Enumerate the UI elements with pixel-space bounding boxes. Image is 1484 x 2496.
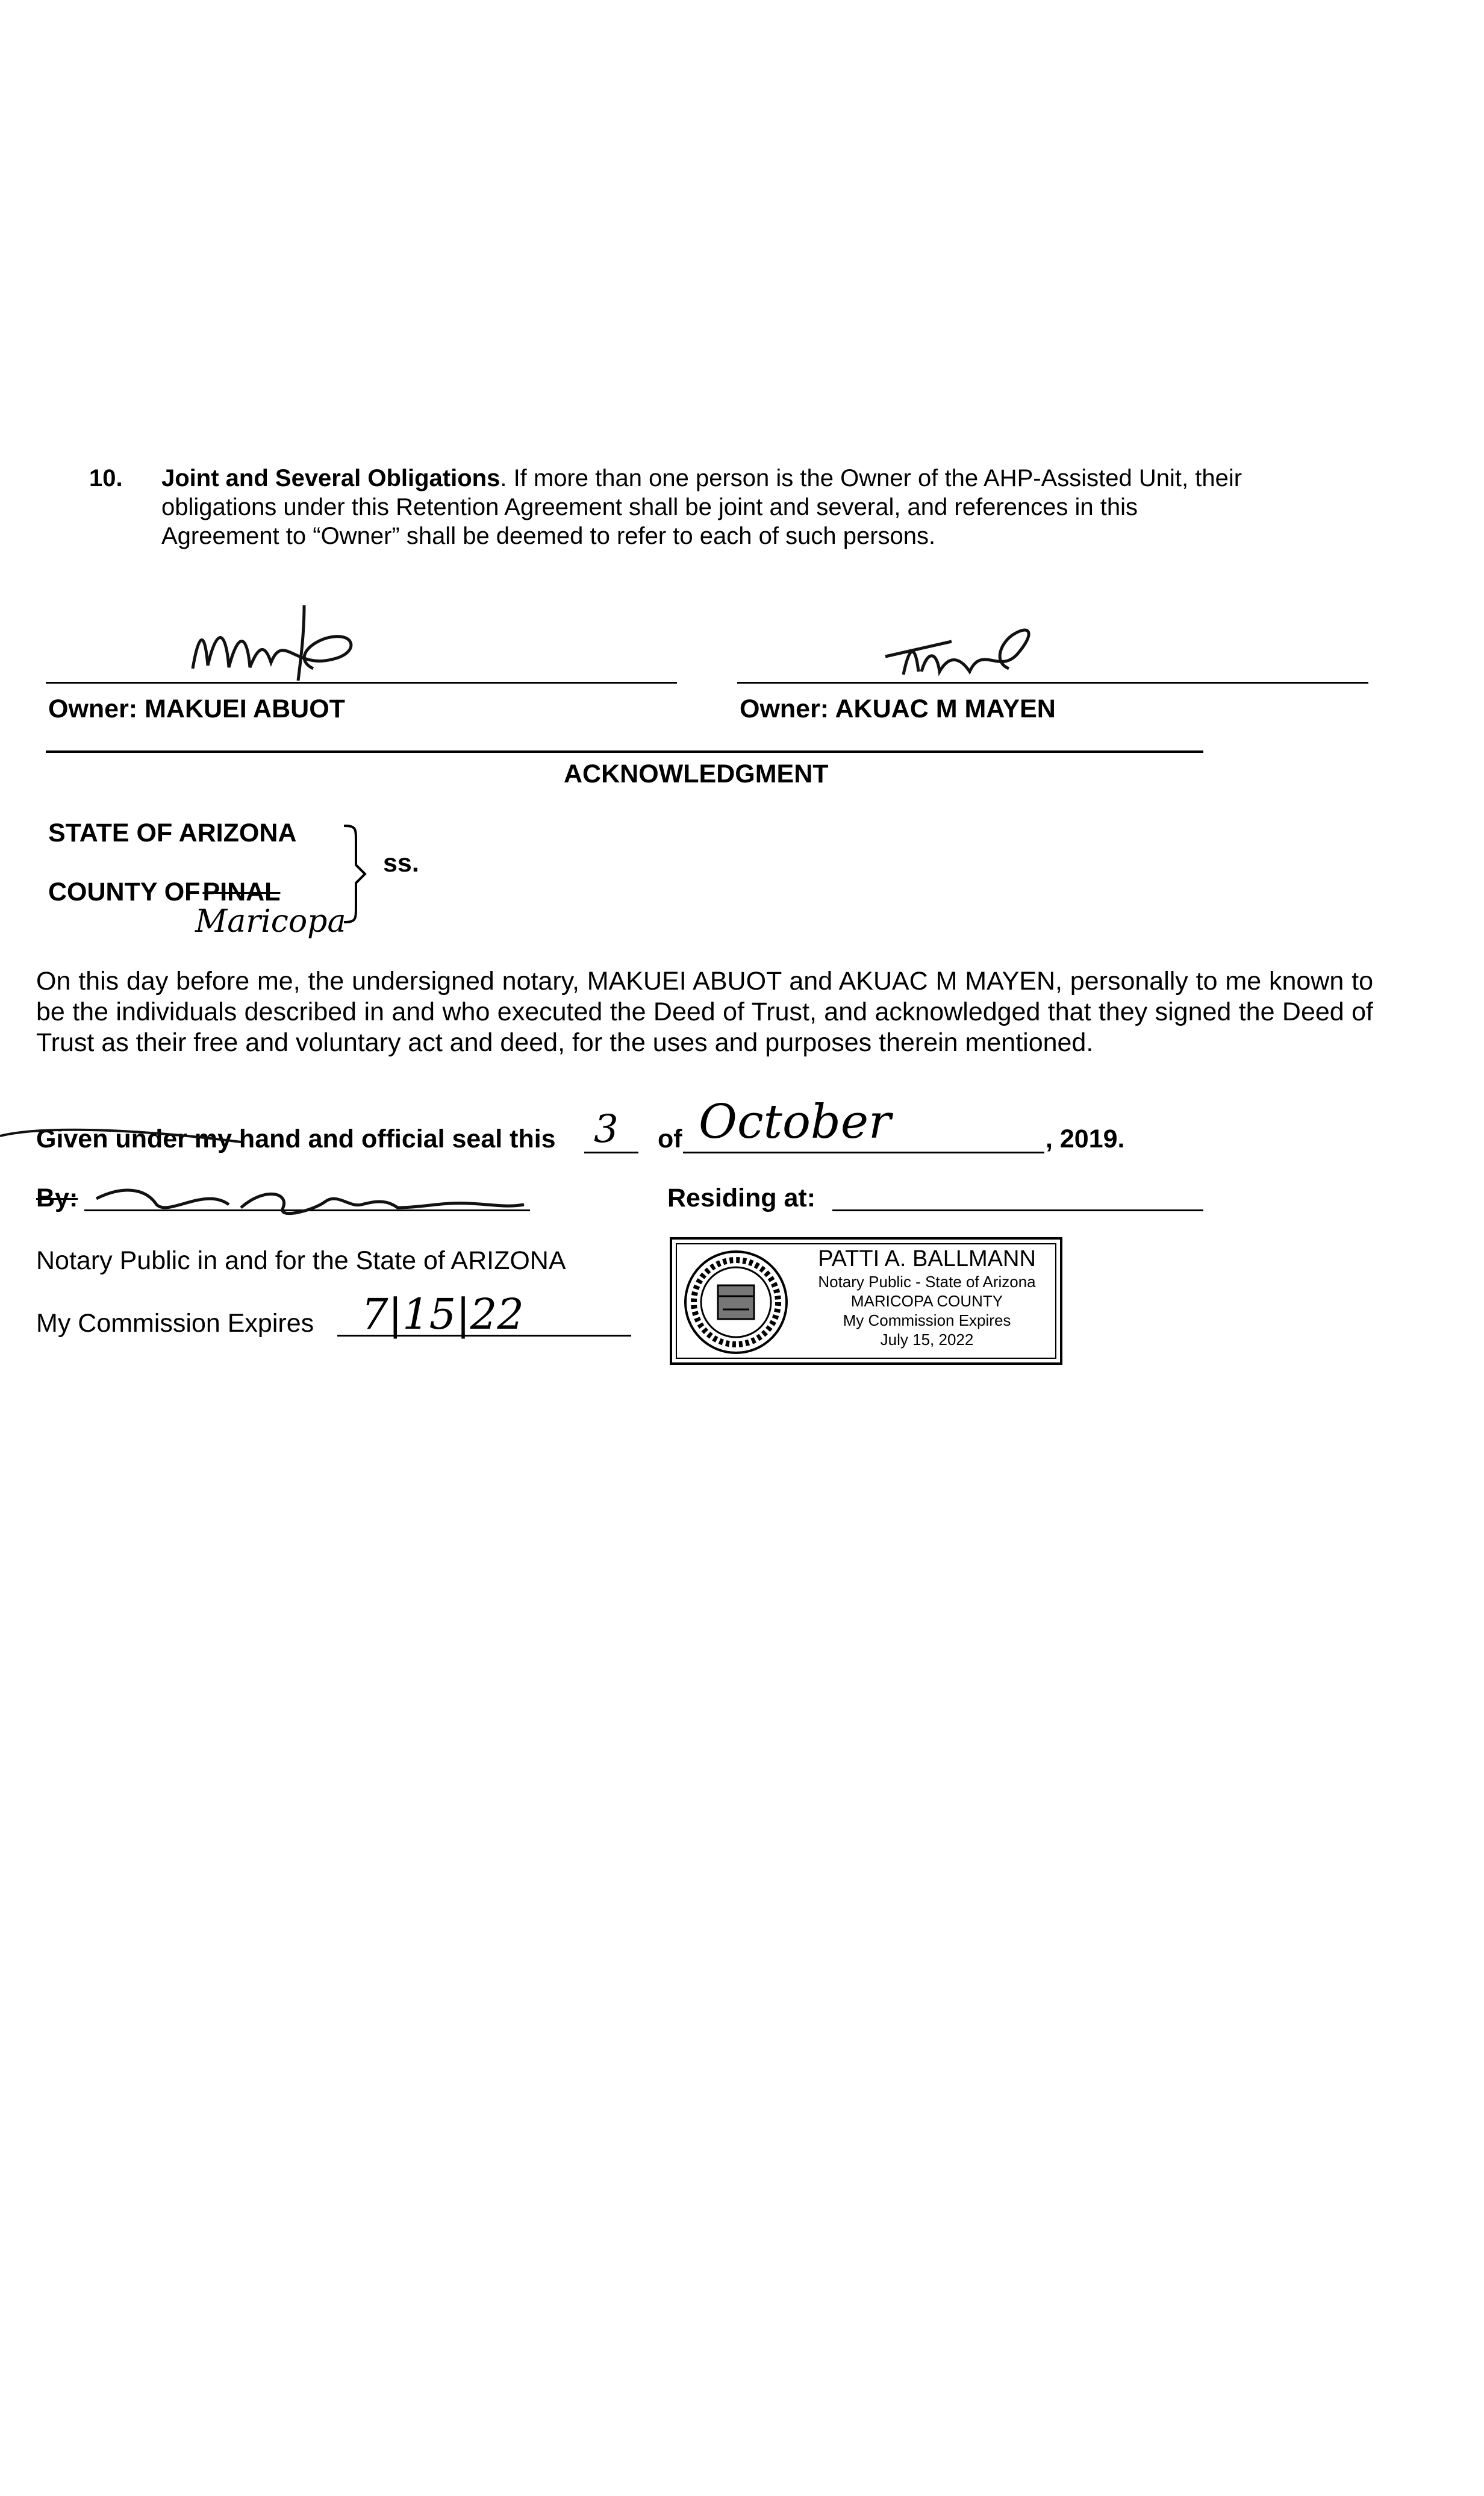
section-10-line-1 — [161, 464, 1426, 493]
signature-makuei-abuot — [181, 596, 379, 687]
section-10-line-2: obligations under this Retention Agreement shall be joint and several, and references in this — [161, 494, 1138, 520]
owner-left-label: Owner: MAKUEI ABUOT — [48, 694, 345, 723]
notary-public-label: Notary Public in and for the State of ARIZONA — [36, 1246, 566, 1275]
county-handwritten: Maricopa — [195, 903, 346, 940]
stamp-line-2: Notary Public - State of Arizona — [818, 1273, 1036, 1291]
owner-right-signature-line — [737, 682, 1368, 684]
acknowledgment-paragraph: On this day before me, the undersigned notary, MAKUEI ABUOT and AKUAC M MAYEN, personally to me known to be the individuals described in and who executed the Deed of Trust, and acknowledged that they signed the Deed of Trust as their free and voluntary act and deed, for the uses and purposes therein mentioned. — [36, 967, 1373, 1057]
section-heading: Joint and Several Obligations — [161, 465, 500, 491]
notary-signature — [84, 1175, 530, 1223]
bracket — [341, 823, 371, 925]
section-10-text — [161, 464, 1426, 551]
notary-stamp — [670, 1237, 1062, 1365]
county-prefix: COUNTY OF — [48, 878, 201, 906]
stamp-text — [797, 1246, 1056, 1349]
stamp-line-4: My Commission Expires — [843, 1311, 1011, 1329]
given-month-line — [683, 1152, 1044, 1153]
stamp-line-3: MARICOPA COUNTY — [850, 1292, 1003, 1310]
acknowledgment-heading: ACKNOWLEDGMENT — [564, 760, 829, 788]
section-number: 10. — [89, 465, 123, 491]
owner-right-label: Owner: AKUAC M MAYEN — [740, 694, 1056, 723]
given-prefix: Given under my hand and official seal this — [36, 1125, 556, 1153]
given-day-line — [584, 1152, 638, 1153]
section-body-1: . If more than one person is the Owner of the AHP-Assisted Unit, their — [500, 465, 1242, 491]
stamp-line-5: July 15, 2022 — [880, 1331, 974, 1349]
residing-label: Residing at: — [667, 1184, 816, 1212]
state-seal-icon — [683, 1249, 789, 1355]
commission-label: My Commission Expires — [36, 1309, 314, 1338]
given-month: October — [699, 1095, 891, 1149]
owner-left-signature-line — [46, 682, 677, 684]
section-10-line-3: Agreement to “Owner” shall be deemed to refer to each of such persons. — [161, 523, 936, 549]
residing-line — [832, 1209, 1203, 1211]
stamp-name: PATTI A. BALLMANN — [818, 1246, 1036, 1271]
state-label: STATE OF ARIZONA — [48, 819, 297, 847]
signature-akuac-mayen — [879, 620, 1048, 687]
by-label: By: — [36, 1184, 78, 1212]
given-year: , 2019. — [1046, 1125, 1125, 1153]
given-stroke — [0, 1124, 253, 1148]
county-struck: PINAL — [202, 878, 281, 906]
given-of: of — [658, 1125, 682, 1153]
commission-date: 7|15|22 — [361, 1290, 524, 1339]
acknowledgment-rule — [46, 750, 1203, 753]
given-day: 3 — [594, 1107, 619, 1152]
ss-label: ss. — [383, 849, 419, 878]
